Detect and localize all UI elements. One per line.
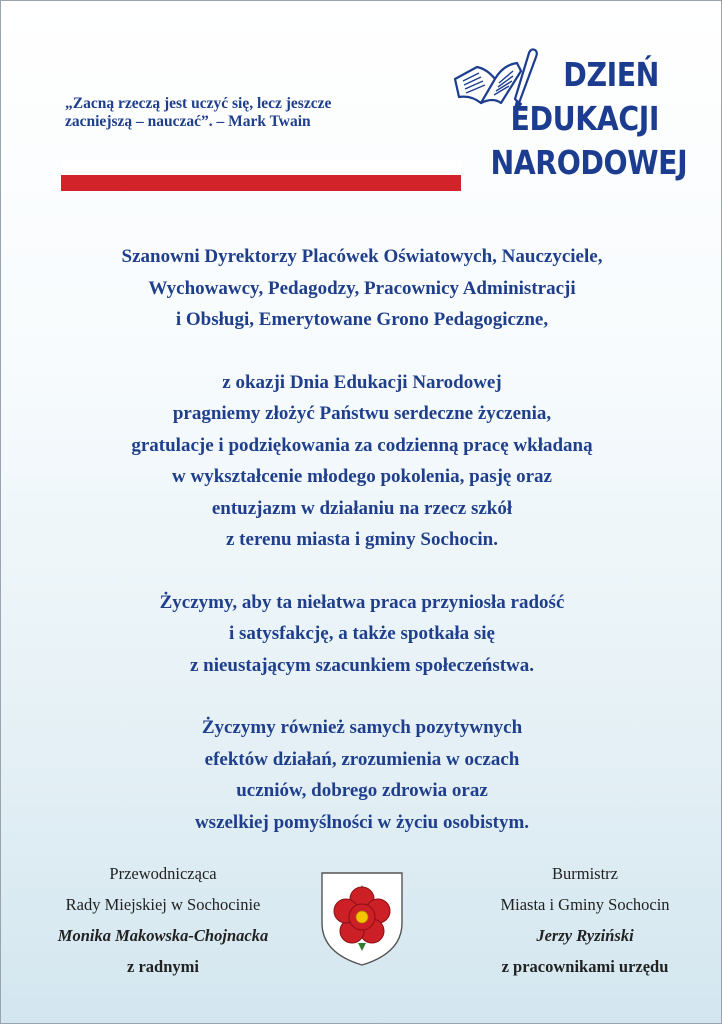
body-line: pragniemy złożyć Państwu serdeczne życzenia, bbox=[172, 403, 552, 424]
sochocin-coat-of-arms bbox=[318, 869, 406, 969]
title-line: DZIEŃ bbox=[563, 55, 659, 94]
greeting-paragraph bbox=[41, 367, 683, 556]
signature-name: Monika Makowska-Chojnacka bbox=[57, 926, 269, 945]
body-line: z okazji Dnia Edukacji Narodowej bbox=[222, 371, 502, 393]
flag-red-stripe bbox=[61, 175, 461, 191]
greeting-body bbox=[41, 241, 683, 869]
signature-institution: Miasta i Gminy Sochocin bbox=[500, 895, 670, 914]
signature-role: Przewodnicząca bbox=[109, 864, 217, 883]
body-line: wszelkiej pomyślności w życiu osobistym. bbox=[194, 811, 530, 833]
body-line: gratulacje i podziękowania za codzienną pracę wkładaną bbox=[131, 434, 593, 456]
body-line: efektów działań, zrozumienia w oczach bbox=[204, 748, 520, 770]
body-line: Wychowawcy, Pedagodzy, Pracownicy Administracji bbox=[148, 277, 576, 299]
body-line: z terenu miasta i gminy Sochocin. bbox=[226, 529, 498, 550]
body-line: i satysfakcję, a także spotkała się bbox=[229, 623, 495, 644]
body-line: Życzymy, aby ta niełatwa praca przyniosła radość bbox=[159, 591, 565, 613]
body-line: uczniów, dobrego zdrowia oraz bbox=[236, 780, 488, 801]
wishes-paragraph bbox=[41, 587, 683, 682]
signature-name: Jerzy Ryziński bbox=[536, 926, 634, 945]
signature-institution: Rady Miejskiej w Sochocinie bbox=[65, 895, 261, 914]
body-line: entuzjazm w działaniu na rzecz szkół bbox=[211, 497, 513, 519]
title-line: NARODOWEJ bbox=[490, 143, 688, 182]
signature-mayor bbox=[445, 858, 722, 982]
signature-role: Burmistrz bbox=[552, 864, 618, 883]
signature-with: z pracownikami urzędu bbox=[501, 957, 669, 976]
quote-line: zacniejszą – nauczać”. – Mark Twain bbox=[65, 113, 311, 130]
flag-white-stripe bbox=[61, 159, 461, 175]
quote-line: „Zacną rzeczą jest uczyć się, lecz jeszcze bbox=[65, 95, 332, 112]
body-line: z nieustającym szacunkiem społeczeństwa. bbox=[189, 654, 535, 676]
title-line: EDUKACJI bbox=[510, 99, 659, 138]
wishes-paragraph bbox=[41, 712, 683, 838]
body-line: Życzymy również samych pozytywnych bbox=[201, 717, 523, 738]
greeting-salutation bbox=[41, 241, 683, 336]
event-title bbox=[490, 53, 688, 185]
body-line: w wykształcenie młodego pokolenia, pasję oraz bbox=[172, 466, 552, 487]
body-line: Szanowni Dyrektorzy Placówek Oświatowych, Nauczyciele, bbox=[121, 246, 603, 267]
mark-twain-quote bbox=[65, 95, 425, 131]
signature-council-chair bbox=[23, 858, 303, 982]
signature-with: z radnymi bbox=[127, 957, 199, 976]
body-line: i Obsługi, Emerytowane Grono Pedagogiczne, bbox=[175, 309, 549, 330]
polish-flag-bar bbox=[61, 159, 461, 191]
